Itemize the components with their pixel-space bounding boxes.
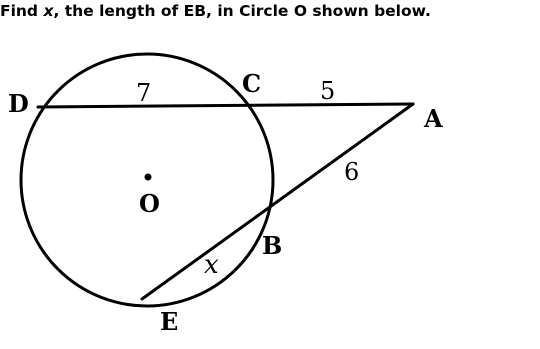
center-label: O	[139, 189, 160, 218]
length-eb: x	[204, 250, 219, 280]
length-ca: 5	[320, 77, 336, 105]
center-point	[145, 174, 152, 181]
point-label-b: B	[262, 231, 283, 260]
length-dc: 7	[136, 79, 152, 107]
length-ba: 6	[344, 158, 360, 186]
point-label-c: C	[242, 69, 262, 98]
secant-dca	[38, 104, 413, 107]
question-prefix: Find	[0, 2, 44, 20]
point-label-a: A	[424, 104, 443, 133]
question-suffix: , the length of EB, in Circle O shown below.	[53, 2, 431, 20]
question-variable: x	[43, 2, 54, 20]
point-label-e: E	[160, 307, 179, 336]
point-label-d: D	[8, 89, 29, 118]
secant-eba	[142, 104, 413, 299]
